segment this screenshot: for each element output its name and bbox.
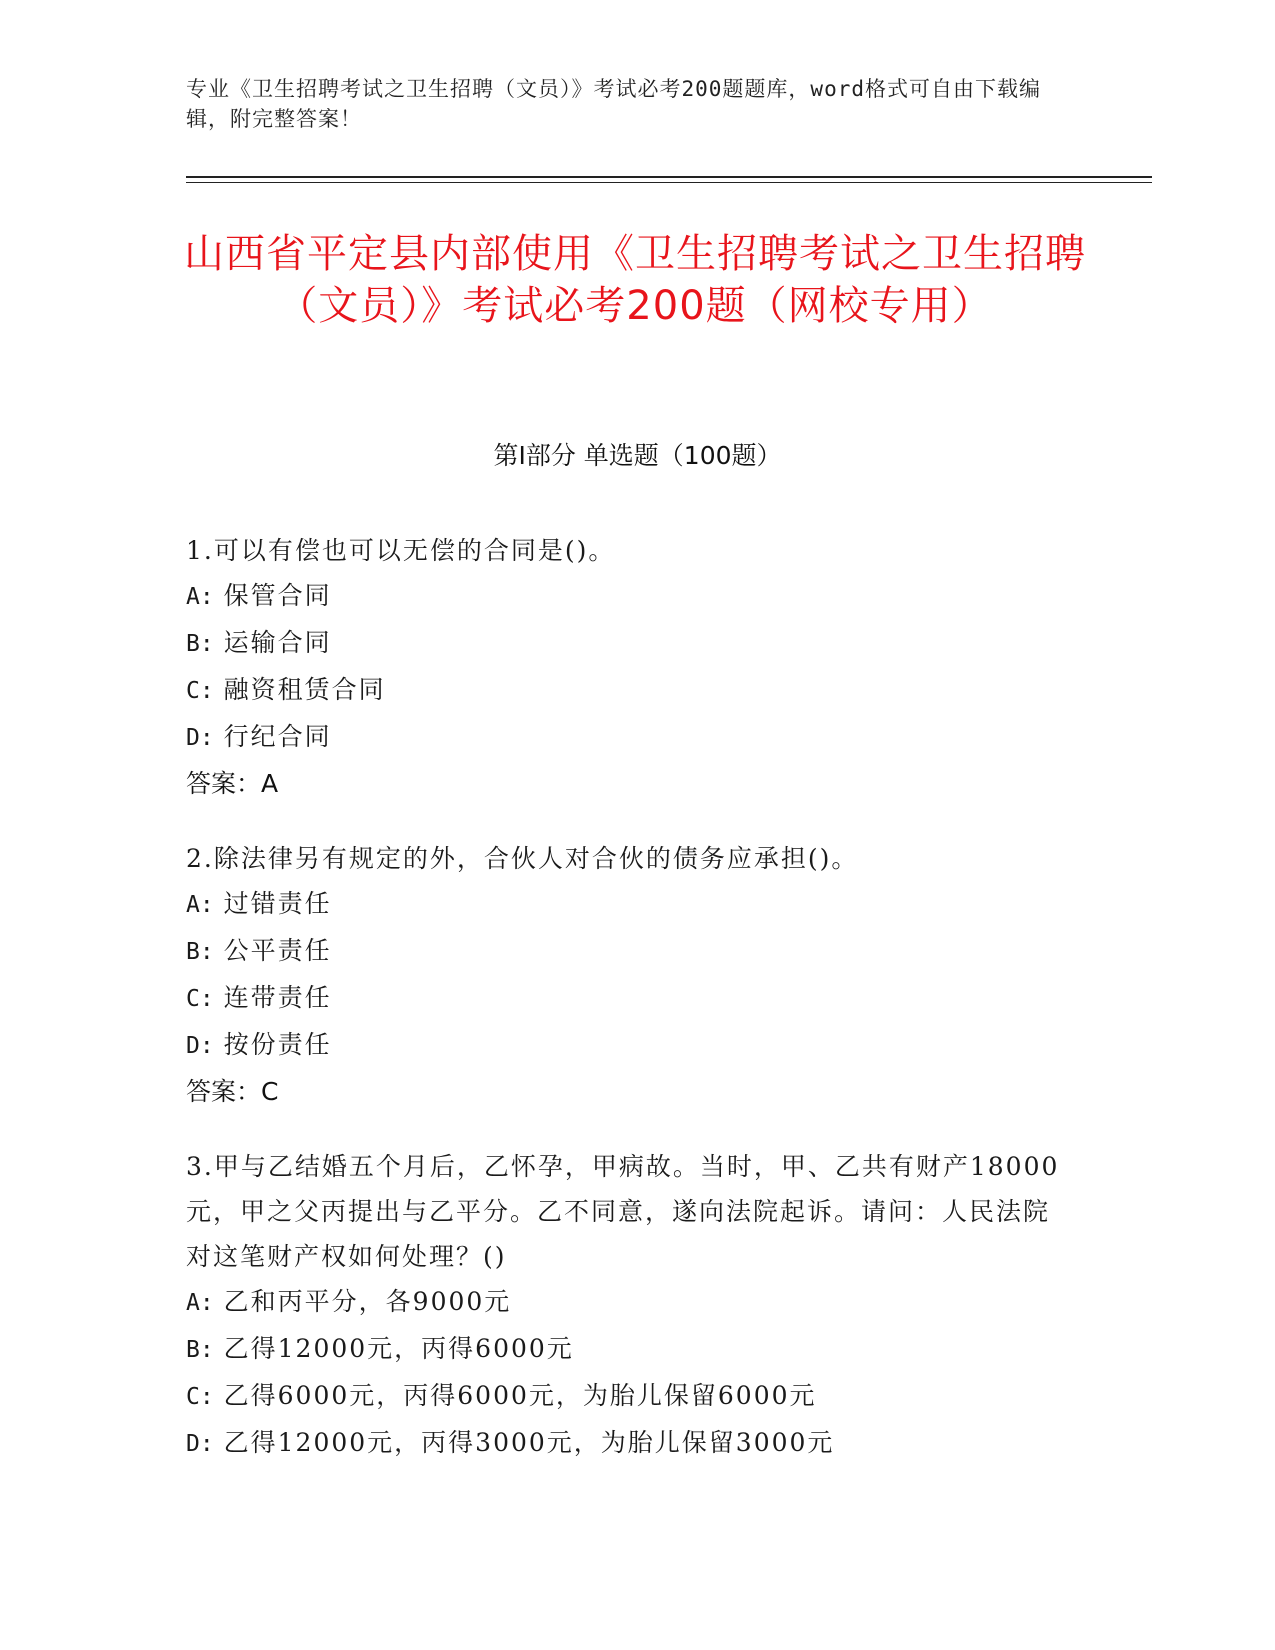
question-list [186, 528, 1076, 1497]
option-text: 乙和丙平分，各9000元 [223, 1287, 512, 1316]
section-heading: 第I部分 单选题（100题） [493, 441, 782, 470]
question-stem: 3.甲与乙结婚五个月后，乙怀孕，甲病故。当时，甲、乙共有财产18000元，甲之父丙提出与乙平分。乙不同意，遂向法院起诉。请问：人民法院对这笔财产权如何处理？() [186, 1152, 1060, 1271]
header-divider-thick [186, 176, 1152, 178]
option-d [186, 714, 1076, 761]
option-c [186, 667, 1076, 714]
option-d [186, 1022, 1076, 1069]
option-text: 乙得6000元，丙得6000元，为胎儿保留6000元 [223, 1381, 817, 1410]
option-b [186, 1326, 1076, 1373]
header-note: 专业《卫生招聘考试之卫生招聘（文员）》考试必考200题题库，word格式可自由下载编辑，附完整答案！ [186, 77, 1041, 131]
question-stem: 1.可以有偿也可以无偿的合同是()。 [186, 536, 616, 565]
option-text: 连带责任 [223, 983, 332, 1012]
option-a [186, 881, 1076, 928]
option-text: 运输合同 [223, 628, 332, 657]
question-2 [186, 836, 1076, 1114]
option-letter: A: [186, 1290, 214, 1316]
answer-line: 答案：A [186, 769, 279, 798]
option-text: 乙得12000元，丙得6000元 [223, 1334, 574, 1363]
question-stem: 2.除法律另有规定的外，合伙人对合伙的债务应承担()。 [186, 844, 859, 873]
option-b [186, 620, 1076, 667]
option-letter: B: [186, 1337, 214, 1363]
option-letter: D: [186, 1033, 214, 1059]
option-letter: A: [186, 892, 214, 918]
option-letter: D: [186, 1431, 214, 1457]
option-text: 过错责任 [223, 889, 332, 918]
option-text: 按份责任 [223, 1030, 332, 1059]
answer-line: 答案：C [186, 1077, 279, 1106]
option-letter: C: [186, 986, 214, 1012]
option-text: 乙得12000元，丙得3000元，为胎儿保留3000元 [223, 1428, 835, 1457]
option-text: 保管合同 [223, 581, 332, 610]
document-title: 山西省平定县内部使用《卫生招聘考试之卫生招聘（文员）》考试必考200题（网校专用） [184, 231, 1086, 329]
option-text: 公平责任 [223, 936, 332, 965]
question-3 [186, 1144, 1076, 1467]
option-text: 融资租赁合同 [223, 675, 386, 704]
option-a [186, 573, 1076, 620]
option-c [186, 975, 1076, 1022]
option-c [186, 1373, 1076, 1420]
option-d [186, 1420, 1076, 1467]
option-letter: C: [186, 1384, 214, 1410]
option-letter: B: [186, 631, 214, 657]
option-letter: B: [186, 939, 214, 965]
header-divider-thin [186, 182, 1152, 183]
option-b [186, 928, 1076, 975]
option-letter: D: [186, 725, 214, 751]
option-letter: C: [186, 678, 214, 704]
option-text: 行纪合同 [223, 722, 332, 751]
option-a [186, 1279, 1076, 1326]
option-letter: A: [186, 584, 214, 610]
question-1 [186, 528, 1076, 806]
